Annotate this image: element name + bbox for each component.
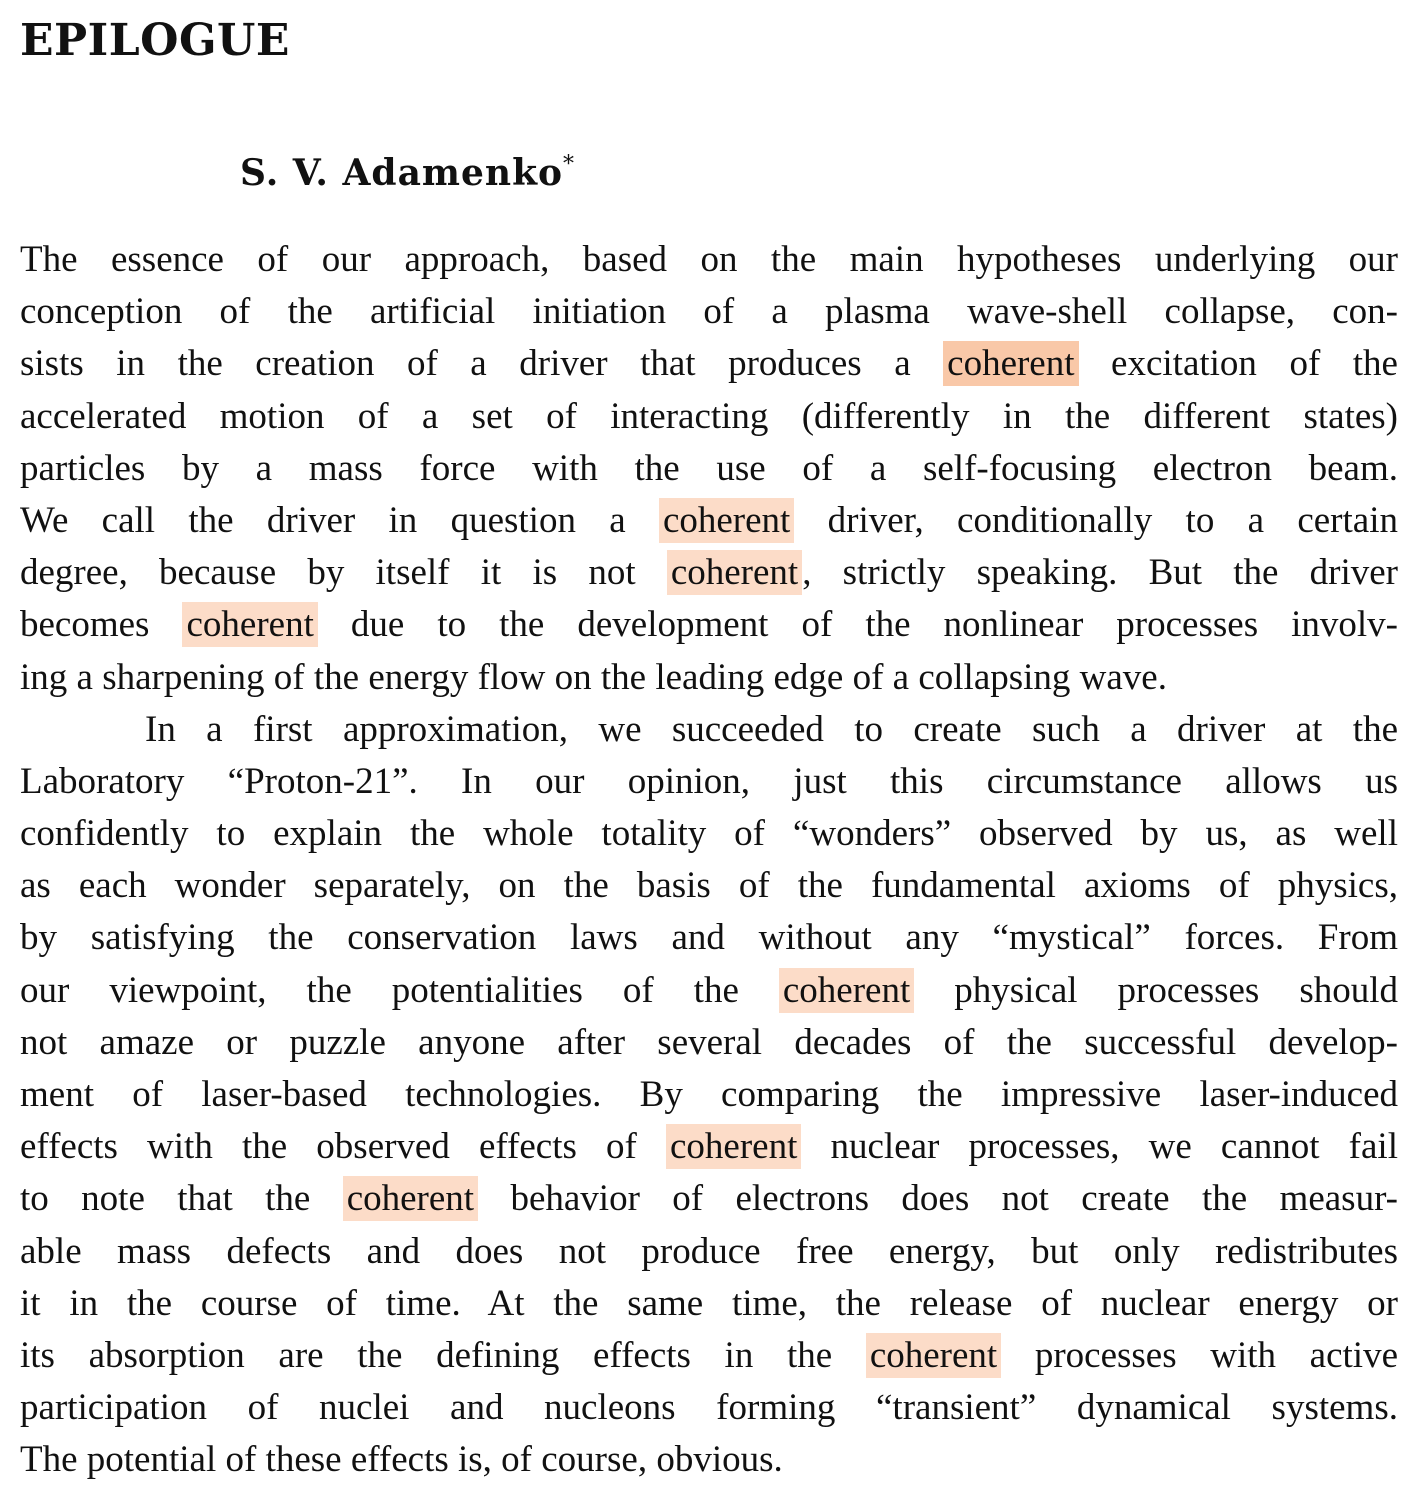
text-line xyxy=(20,338,1398,390)
text-line xyxy=(20,1434,1398,1486)
text-line xyxy=(20,1017,1398,1069)
author-line xyxy=(240,140,575,198)
text-segment: excitation of the xyxy=(1078,343,1398,385)
text-segment: to note that the xyxy=(20,1178,343,1220)
text-line xyxy=(20,652,1398,704)
text-segment: becomes xyxy=(20,604,183,646)
text-line xyxy=(20,1330,1398,1382)
text-line xyxy=(20,912,1398,964)
text-segment: accelerated motion of a set of interacting (differently in the different states) xyxy=(20,395,1398,437)
author-name: S. V. Adamenko xyxy=(240,152,564,194)
text-segment: Laboratory “Proton-21”. In our opinion, just this circumstance allows us xyxy=(20,760,1398,802)
text-segment: particles by a mass force with the use of a self-focusing electron beam. xyxy=(20,447,1398,489)
text-line xyxy=(20,1069,1398,1121)
text-line xyxy=(20,1382,1398,1434)
text-segment: The essence of our approach, based on the main hypotheses underlying our xyxy=(20,239,1398,280)
text-segment: conception of the artificial initiation of a plasma wave-shell collapse, con- xyxy=(20,291,1398,333)
text-line xyxy=(20,704,1398,756)
text-line xyxy=(20,443,1398,495)
text-line xyxy=(20,495,1398,547)
text-line xyxy=(20,234,1398,286)
author-footnote-marker: * xyxy=(563,152,576,177)
highlighted-term[interactable]: coherent xyxy=(666,1124,801,1169)
text-segment: The potential of these effects is, of course, obvious. xyxy=(20,1439,783,1481)
text-segment: driver, conditionally to a certain xyxy=(794,499,1398,541)
text-line xyxy=(20,808,1398,860)
text-line xyxy=(20,860,1398,912)
text-segment: its absorption are the defining effects in the xyxy=(20,1334,866,1376)
text-segment: not amaze or puzzle anyone after several decades of the successful develop- xyxy=(20,1021,1398,1063)
text-line xyxy=(20,547,1398,599)
text-segment: as each wonder separately, on the basis of the fundamental axioms of physics, xyxy=(20,865,1398,907)
text-line xyxy=(20,965,1398,1017)
body-text xyxy=(20,234,1398,1487)
text-line xyxy=(20,756,1398,808)
text-line xyxy=(20,1278,1398,1330)
text-line xyxy=(20,1226,1398,1278)
text-line xyxy=(20,391,1398,443)
highlighted-term[interactable]: coherent xyxy=(779,968,914,1013)
text-segment: participation of nuclei and nucleons forming “transient” dynamical systems. xyxy=(20,1387,1398,1429)
text-segment: , strictly speaking. But the driver xyxy=(802,552,1398,594)
text-segment: able mass defects and does not produce free energy, but only redistributes xyxy=(20,1230,1398,1272)
text-segment: We call the driver in question a xyxy=(20,499,659,541)
text-segment: nuclear processes, we cannot fail xyxy=(801,1126,1398,1168)
text-segment: degree, because by itself it is not xyxy=(20,552,667,594)
highlighted-term[interactable]: coherent xyxy=(343,1176,478,1221)
text-line xyxy=(20,286,1398,338)
highlighted-term[interactable]: coherent xyxy=(866,1333,1001,1378)
text-line xyxy=(20,599,1398,651)
text-segment: ment of laser-based technologies. By comparing the impressive laser-induced xyxy=(20,1074,1398,1115)
text-segment: our viewpoint, the potentialities of the xyxy=(20,969,779,1011)
text-segment: processes with active xyxy=(1001,1334,1398,1376)
text-line xyxy=(20,1173,1398,1225)
text-segment: ing a sharpening of the energy flow on the leading edge of a collapsing wave. xyxy=(20,656,1167,698)
text-line xyxy=(20,1121,1398,1173)
section-title: EPILOGUE xyxy=(20,15,290,66)
text-segment: confidently to explain the whole totality of “wonders” observed by us, as well xyxy=(20,813,1398,855)
highlighted-term[interactable]: coherent xyxy=(667,550,802,595)
highlighted-term[interactable]: coherent xyxy=(659,498,794,543)
text-segment: effects with the observed effects of xyxy=(20,1126,666,1168)
highlighted-term[interactable]: coherent xyxy=(943,341,1078,386)
text-segment: by satisfying the conservation laws and without any “mystical” forces. From xyxy=(20,917,1398,959)
highlighted-term[interactable]: coherent xyxy=(182,602,317,647)
text-segment: In a first approximation, we succeeded to create such a driver at the xyxy=(145,708,1398,750)
text-segment: due to the development of the nonlinear processes involv- xyxy=(317,604,1398,646)
text-segment: behavior of electrons does not create the measur- xyxy=(478,1178,1398,1220)
text-segment: it in the course of time. At the same time, the release of nuclear energy or xyxy=(20,1282,1398,1324)
text-segment: sists in the creation of a driver that produces a xyxy=(20,343,944,385)
text-segment: physical processes should xyxy=(914,969,1398,1011)
